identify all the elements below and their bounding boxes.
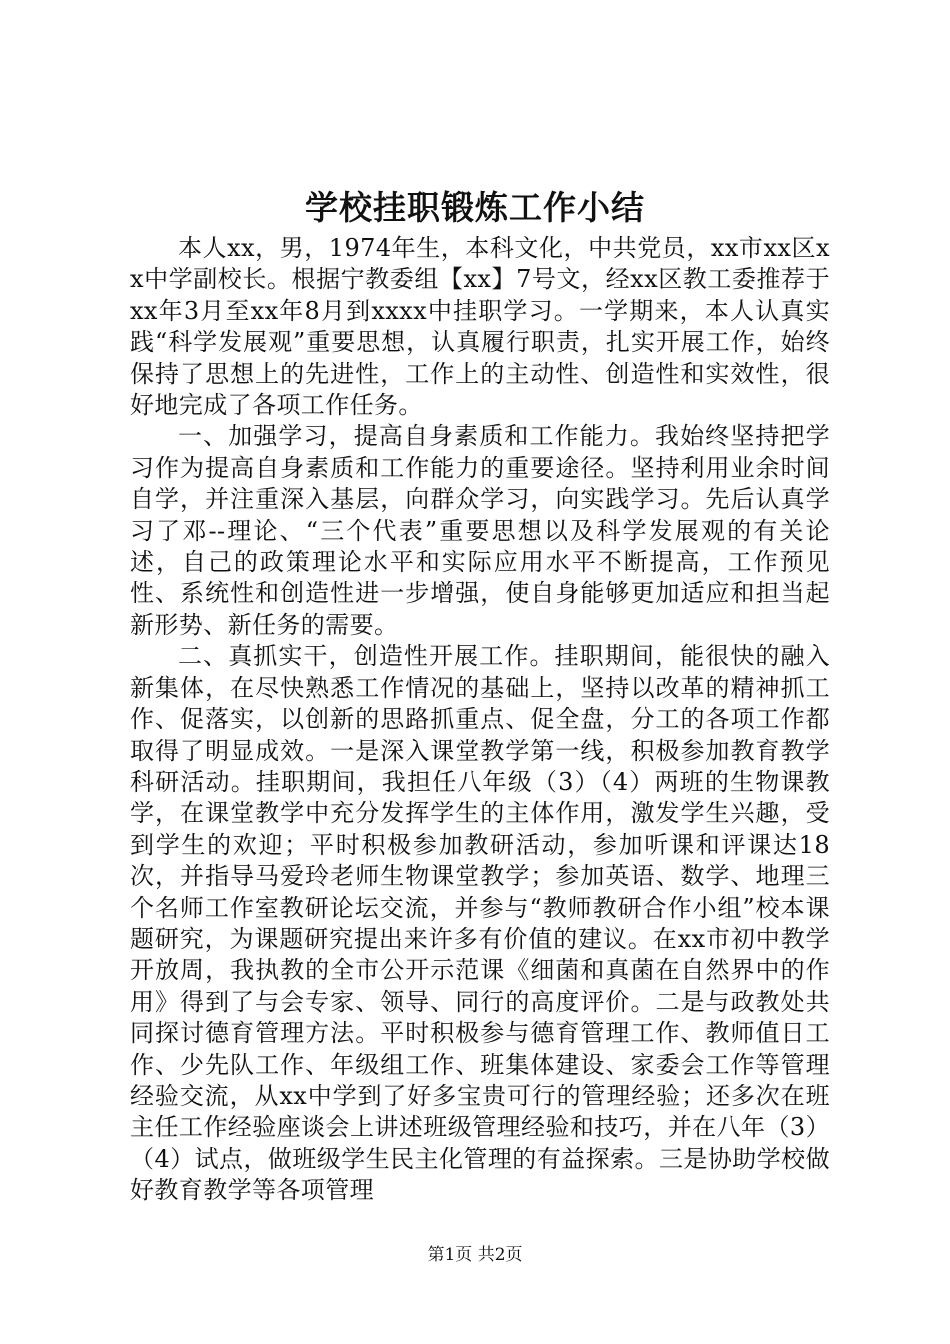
paragraph-intro: 本人xx，男，1974年生，本科文化，中共党员，xx市xx区xx中学副校长。根据宁教委组【xx】7号文，经xx区教工委推荐于xx年3月至xx年8月到xxxx中挂职学习。一学期来，本人认真实践“科学发展观”重要思想，认真履行职责，扎实开展工作，始终保持了思想上的先进性，工作上的主动性、创造性和实效性，很好地完成了各项工作任务。 xyxy=(130,234,830,420)
document-body xyxy=(130,233,830,1207)
paragraph-study: 一、加强学习，提高自身素质和工作能力。我始终坚持把学习作为提高自身素质和工作能力的重要途径。坚持利用业余时间自学，并注重深入基层，向群众学习，向实践学习。先后认真学习了邓--理论、“三个代表”重要思想以及科学发展观的有关论述，自己的政策理论水平和实际应用水平不断提高，工作预见性、系统性和创造性进一步增强，使自身能够更加适应和担当起新形势、新任务的需要。 xyxy=(130,422,830,639)
paragraph-work: 二、真抓实干，创造性开展工作。挂职期间，能很快的融入新集体，在尽快熟悉工作情况的基础上，坚持以改革的精神抓工作、促落实，以创新的思路抓重点、促全盘，分工的各项工作都取得了明显成效。一是深入课堂教学第一线，积极参加教育教学科研活动。挂职期间，我担任八年级（3）（4）两班的生物课教学，在课堂教学中充分发挥学生的主体作用，激发学生兴趣，受到学生的欢迎；平时积极参加教研活动，参加听课和评课达18次，并指导马爱玲老师生物课堂教学；参加英语、数学、地理三个名师工作室教研论坛交流，并参与“教师教研合作小组”校本课题研究，为课题研究提出来许多有价值的建议。在xx市初中教学开放周，我执教的全市公开示范课《细菌和真菌在自然界中的作用》得到了与会专家、领导、同行的高度评价。二是与政教处共同探讨德育管理方法。平时积极参与德育管理工作、教师值日工作、少先队工作、年级组工作、班集体建设、家委会工作等管理经验交流，从xx中学到了好多宝贵可行的管理经验；还多次在班主任工作经验座谈会上讲述班级管理经验和技巧，并在八年（3）（4）试点，做班级学生民主化管理的有益探索。三是协助学校做好教育教学等各项管理 xyxy=(130,642,830,1205)
document-title: 学校挂职锻炼工作小结 xyxy=(305,188,645,227)
page-number-footer: 第1页 共2页 xyxy=(427,1245,523,1265)
